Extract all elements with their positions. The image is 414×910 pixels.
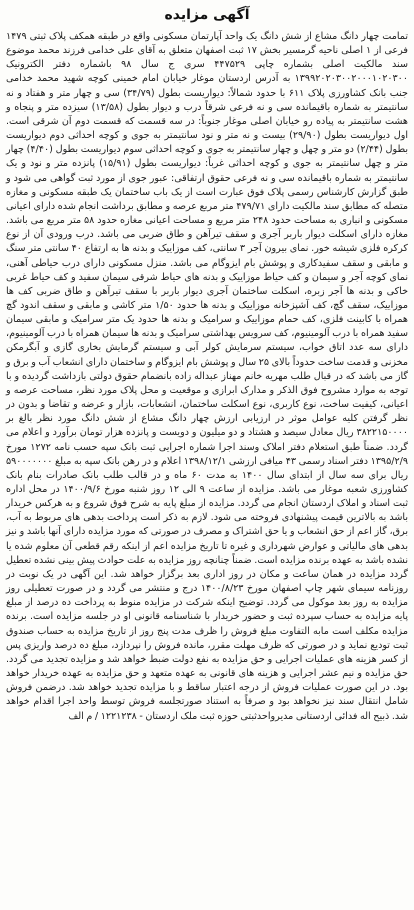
- notice-body: [6, 30, 408, 724]
- notice-title: آگهی مزایده: [164, 7, 250, 23]
- notice-signature: ذبیح اله فدائی اردستانی مدیرواحدثبتی حوزه ثبت ملک اردستان - ۱۲۲۱۲۳۸ / م الف: [68, 710, 390, 722]
- notice-body-text: تمامت چهار دانگ مشاع از شش دانگ یک واحد آپارتمان مسکونی واقع در طبقه همکف پلاک ثبتی ۱۴۷۹ فرعی از ۱ اصلی ناحیه گرمسیر بخش ۱۷ ثبت اصفهان متعلق به آقای علی خدامی فرزند محمد موضوع سند مالکیت اصلی بشماره چاپی ۴۴۷۵۲۹ سری ج سال ۹۸ باشماره دفتر الکترونیک ۱۳۹۹۲۰۲۰۳۰۰۲۰۰۰۱۰۲۰۳۰۰ به آدرس اردستان موغار خیابان امام خمینی کوچه شهید محمد خدامی جنب بانک کشاورزی پلاک ۶۱۱ با حدود شمالاً: دیواریست بطول (۳۴/۷۹) سی و چهار متر و هفتاد و نه سانتیمتر به شماره باقیمانده سی و نه فرعی شرقاً درب و دیوار بطول (۱۳/۵۸) سیزده متر و پنجاه و هشت سانتیمتر به پیاده رو خیابان اصلی موغار جنوباً: در سه قسمت که قسمت دوم آن شرقی است. اول دیواریست بطول (۲۹/۹۰) بیست و نه متر و نود سانتیمتر به جوی و کوچه احداثی دوم دیواریست بطول (۲/۴۴) دو متر و چهل و چهار سانتیمتر به جوی و کوچه احداثی سوم دیواریست بطول (۴/۴۰) چهار متر و چهل سانتیمتر به جوی و کوچه احداثی غرباً: دیواریست بطول (۱۵/۹۱) پانزده متر و نود و یک سانتیمتر به شماره باقیمانده سی و نه فرعی حقوق ارتفاقی: عبور جوی از مورد ثبت گواهی می شود و طبق گزارش کارشناس رسمی پلاک فوق عبارت است از یک باب ساختمان یک طبقه مسکونی و مغازه متصله که مطابق سند مالکیت دارای ۴۷۹/۷۱ متر مربع عرصه و مطابق برداشت انجام شده دارای اعیانی مسکونی و انباری به مساحت حدود ۲۴۸ متر مربع و مساحت اعیانی مغازه حدود ۵۸ متر مربع می باشد. مغازه دارای اسکلت دیوار باربر آجری و سقف تیرآهن و طاق ضربی می باشد. درب ورودی آن از نوع کرکره فلزی شیشه خور. نمای بیرون آجر ۳ سانتی، کف موزاییک و بدنه ها به ارتفاع ۴۰ سانتی متر سنگ و مابقی و سقف سفیدکاری و پوشش بام ایزوگام می باشد. منزل مسکونی دارای درب حیاطی آهنی، نمای کوچه آجر و سیمان و کف حیاط موزاییک و بدنه های حیاط شرقی سیمان سفید و کف حیاط غربی خاکی و بدنه ها آجر زبره، اسکلت ساختمان آجری دیوار باربر با سقف تیرآهن و طاق ضربی کف ها موزاییک، سقف گچ، کف آشپزخانه موزاییک و بدنه ها حدود ۱/۵۰ متر کاشی و مابقی و سقف اندود گچ همراه با کابینت فلزی، کف حمام موزاییک و سرامیک و بدنه ها حدود یک متر سرامیک و مابقی سیمان سفید همراه با درب آلومینیوم، کف سرویس بهداشتی سرامیک و بدنه ها سیمان همراه با درب آلومینیوم، دارای سه عدد اتاق خواب، سیستم سرمایش کولر آبی و سیستم گرمایش بخاری گازی و آبگرمکن مخزنی و قدمت ساخت حدوداً بالای ۲۵ سال و پوشش بام ایزوگام و ساختمان دارای انشعاب آب و برق و گاز می باشد که در قبال طلب مهریه خانم مهناز عبداله زاده بانضمام حقوق دولتی بازداشت گردیده و با توجه به موارد مشروح فوق الذکر و مدارک ابرازی و موقعیت و محل پلاک مورد نظر، مساحت عرصه و اعیانی، کیفیت ساخت، نوع کاربری، نوع اسکلت ساختمان، انشعابات، بازار و عرضه و تقاضا و بدون در نظر گرفتن کلیه عوامل موثر در ارزیابی ارزش چهار دانگ مشاع از شش دانگ مورد نظر بالغ بر ۳۸۲۲۱۵۰۰۰۰ ریال معادل سیصد و هشتاد و دو میلیون و دویست و پانزده هزار تومان برآورد و اعلام می گردد. ضمناً طبق استعلام دفتر املاک وسند اجرا شماره اجرایی ثبت بانک سپه حسب نامه ۱۲۷۲ مورخ ۱۳۹۵/۲/۹ دفتر اسناد رسمی ۴۳ میافی ارزشی ۱۳۹۸/۱۲/۱ اعلام و در رهن بانک سپه به مبلغ ۵۹۰۰۰۰۰۰۰ ریال برای سه سال از ابتدای سال ۱۴۰۰ به مدت ۶۰ ماه و در قالب طلب بانک صادرات بنام بانک کشاورزی شعبه موغار می باشد. مزایده از ساعت ۹ الی ۱۲ روز شنبه مورخ ۱۴۰۰/۹/۶ در محل اداره ثبت اسناد و املاک اردستان انجام می گردد. مزایده از مبلغ پایه به شرح فوق شروع و به هرکس خریدار باشد به بالاترین قیمت پیشنهادی فروخته می شود. لازم به ذکر است پرداخت بدهی های مربوط به آب، برق، گاز اعم از حق انشعاب و یا حق اشتراک و مصرف در صورتی که مورد مزایده دارای آنها باشد و نیز بدهی های مالیاتی و عوارض شهرداری و غیره تا تاریخ مزایده اعم از اینکه رقم قطعی آن معلوم شده یا نشده باشد به عهده برنده مزایده است. ضمناً چنانچه روز مزایده به علت حوادث پیش بینی نشده تعطیل گردد مزایده در همان ساعت و مکان در روز اداری بعد برگزار خواهد شد. این آگهی در یک نوبت در روزنامه سیمای شهر چاپ اصفهان مورخ ۱۴۰۰/۸/۲۳ درج و منتشر می گردد و در صورت تعطیلی روز مزایده به روز بعد موکول می گردد. توضیح اینکه شرکت در مزایده منوط به پرداخت ده درصد از مبلغ پایه مزایده به حساب سپرده ثبت و حضور خریدار با شناسنامه قانونی او در جلسه مزایده است. برنده مزایده مکلف است مابه التفاوت مبلغ فروش را ظرف مدت پنج روز از تاریخ مزایده به حساب صندوق ثبت تودیع نماید و در صورتی که ظرف مهلت مقرر، مانده فروش را نپردازد، مبلغ ده درصد واریزی پس از کسر هزینه های عملیات اجرایی و حق مزایده به نفع دولت ضبط خواهد شد و مزایده تجدید می گردد. حق مزایده و نیم عشر اجرایی و هزینه های قانونی به عهده متعهد و حق مزایده به عهده خریدار خواهد بود. در این صورت عملیات فروش از درجه اعتبار ساقط و با مزایده تجدید خواهد شد. درضمن فروش شامل انتقال سند نیز نخواهد بود و صرفاً به استناد صورتجلسه فروش توسط واحد اجرا اقدام خواهد شد.: [6, 31, 409, 722]
